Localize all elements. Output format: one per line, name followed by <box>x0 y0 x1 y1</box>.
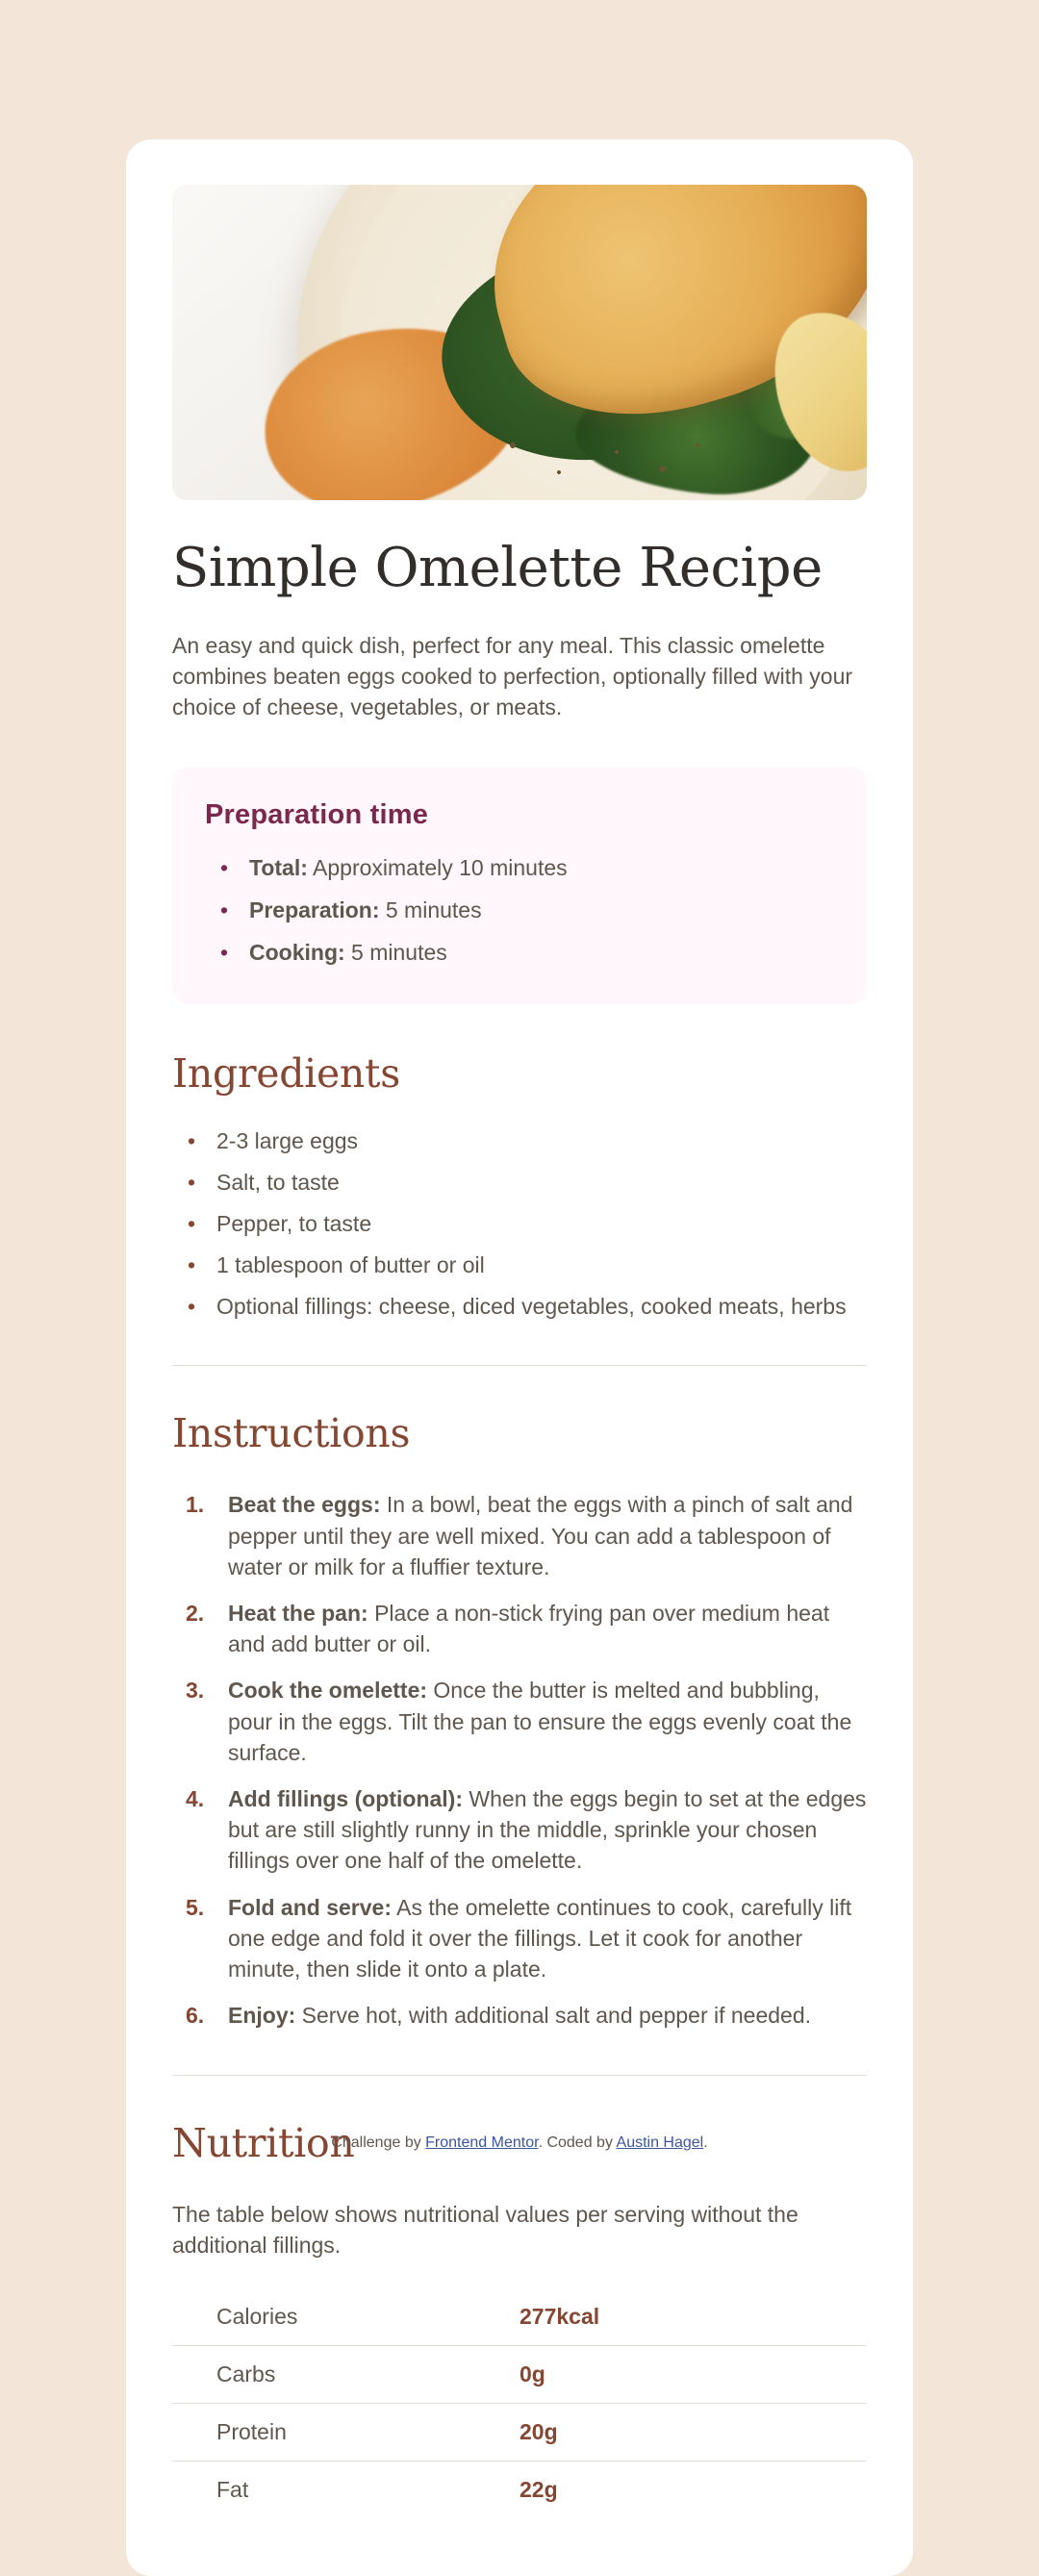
list-item-number: 3. <box>186 1678 205 1704</box>
list-item <box>172 1489 867 1582</box>
list-item <box>172 2000 867 2031</box>
list-item-text: Pepper, to taste <box>216 1210 372 1236</box>
list-item-text: Approximately 10 minutes <box>307 855 568 881</box>
attribution-text: . <box>703 2134 708 2151</box>
list-item-label: Fold and serve: <box>228 1894 392 1920</box>
ingredients-heading: Ingredients <box>172 1050 400 1098</box>
nutrition-heading: Nutrition <box>172 2120 355 2167</box>
list-item-text: In a bowl, beat the eggs with a pinch of salt and pepper until they are well mixed. You can add a tablespoon of water or milk for a fluffier texture. <box>228 1492 853 1579</box>
list-item <box>172 1293 867 1322</box>
nutrient-label: Fat <box>216 2476 249 2502</box>
nutrition-description: The table below shows nutritional values per serving without the additional fillings. <box>172 2202 798 2259</box>
pepper-speckles <box>490 425 721 492</box>
list-item <box>205 939 828 968</box>
nutrient-value: 277kcal <box>520 2288 867 2346</box>
list-item-label: Preparation: <box>249 897 380 923</box>
list-item-label: Enjoy: <box>228 2003 296 2029</box>
section-divider <box>172 1365 867 1366</box>
list-item <box>172 1169 867 1198</box>
nutrient-value: 20g <box>520 2403 867 2461</box>
instructions-section <box>172 1410 867 2031</box>
table-row <box>172 2345 867 2403</box>
preparation-time-box <box>172 767 867 1004</box>
list-item <box>172 1675 867 1768</box>
list-item <box>172 1210 867 1239</box>
preparation-time-list <box>205 854 828 968</box>
list-item-text: 5 minutes <box>344 940 447 966</box>
table-row <box>172 2288 867 2346</box>
list-item-number: 5. <box>186 1894 205 1920</box>
list-item-text: 5 minutes <box>379 897 482 923</box>
list-item-text: Place a non-stick frying pan over medium heat and add butter or oil. <box>228 1601 830 1657</box>
list-item <box>172 1892 867 1985</box>
instructions-heading: Instructions <box>172 1410 411 1457</box>
preparation-time-title: Preparation time <box>205 799 429 831</box>
list-item <box>205 854 828 883</box>
nutrient-label: Calories <box>172 2288 520 2346</box>
list-item-label: Beat the eggs: <box>228 1492 381 1518</box>
recipe-card <box>126 139 913 2576</box>
list-item-label: Cook the omelette: <box>228 1678 428 1704</box>
list-item <box>172 1127 867 1156</box>
nutrient-label: Carbs <box>172 2345 520 2403</box>
recipe-description: An easy and quick dish, perfect for any meal. This classic omelette combines beaten eggs cooked to perfection, optionally filled with your choice of cheese, vegetables, or meats. <box>172 632 853 720</box>
instructions-list <box>172 1489 867 2031</box>
list-item-text: Once the butter is melted and bubbling, pour in the eggs. Tilt the pan to ensure the eggs evenly coat the surface. <box>228 1678 852 1765</box>
ingredients-section <box>172 1050 867 1321</box>
list-item-number: 2. <box>186 1601 205 1627</box>
list-item-label: Total: <box>249 855 308 881</box>
list-item-text: Optional fillings: cheese, diced vegetables, cooked meats, herbs <box>216 1293 847 1319</box>
nutrient-value: 0g <box>520 2345 867 2403</box>
page-title: Simple Omelette Recipe <box>172 537 823 599</box>
omelette-photo <box>172 185 867 500</box>
section-divider <box>172 2075 867 2076</box>
list-item-number: 1. <box>186 1492 205 1518</box>
list-item-text: Serve hot, with additional salt and pepper if needed. <box>295 2003 812 2029</box>
nutrition-table <box>172 2288 867 2518</box>
list-item-number: 4. <box>186 1785 205 1811</box>
list-item-text: When the eggs begin to set at the edges but are still slightly runny in the middle, sprinkle your chosen fillings over one half of the omelette. <box>228 1785 867 1874</box>
table-row <box>172 2403 867 2461</box>
table-row <box>172 2461 867 2518</box>
ingredients-list <box>172 1127 867 1321</box>
list-item-label: Cooking: <box>249 940 345 966</box>
nutrient-label: Protein <box>172 2403 520 2461</box>
attribution-text: Challenge by <box>331 2134 426 2151</box>
attribution-text: . Coded by <box>538 2134 617 2151</box>
list-item-text: 1 tablespoon of butter or oil <box>216 1251 485 1277</box>
frontend-mentor-link[interactable]: Frontend Mentor <box>425 2134 539 2151</box>
list-item <box>172 1598 867 1659</box>
list-item-text: 2-3 large eggs <box>216 1128 359 1154</box>
nutrient-value: 22g <box>520 2476 558 2502</box>
list-item <box>205 897 828 925</box>
list-item <box>172 1251 867 1280</box>
list-item-text: Salt, to taste <box>216 1169 340 1195</box>
list-item <box>172 1783 867 1877</box>
list-item-number: 6. <box>186 2003 205 2029</box>
nutrition-section <box>172 2120 867 2517</box>
author-link[interactable]: Austin Hagel <box>616 2134 704 2151</box>
list-item-label: Add fillings (optional): <box>228 1785 464 1811</box>
attribution <box>0 2134 1039 2152</box>
list-item-text: As the omelette continues to cook, carefully lift one edge and fold it over the fillings. Let it cook for another minute, then slide it onto a plate. <box>228 1894 852 1982</box>
list-item-label: Heat the pan: <box>228 1601 368 1627</box>
